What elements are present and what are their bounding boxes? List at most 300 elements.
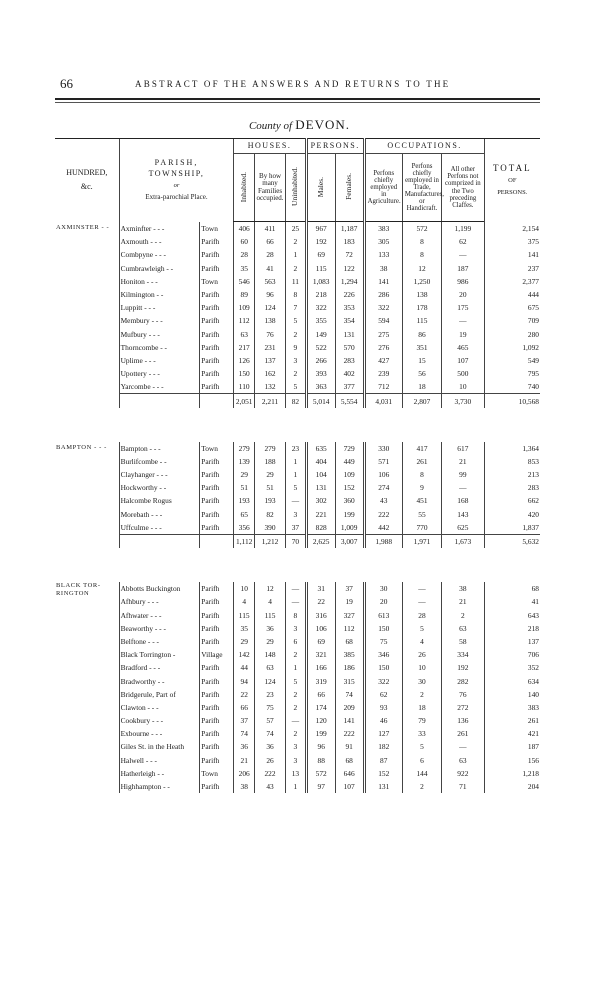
header-rule [55,98,540,100]
parish-name: Mufbury - - - [119,328,200,341]
total-value: 2,377 [484,275,540,288]
subtotal-total-value: 5,632 [484,534,540,548]
agriculture-value: 275 [364,328,402,341]
families-value: 74 [255,727,286,740]
inhabited-value: 115 [234,609,255,622]
other-value: 272 [442,701,484,714]
hundred-header-sub: &c. [80,182,93,192]
subtotal-row [55,394,540,408]
trade-value: 26 [402,648,441,661]
inhabited-value: 109 [234,301,255,314]
total-header-of: OF [508,177,517,185]
total-header-label: TOTAL [492,162,532,173]
males-value: 218 [306,288,335,301]
trade-value: 770 [402,521,441,535]
uninhabited-value: 2 [286,262,307,275]
parish-name: Cumbrawleigh - - [119,262,200,275]
total-value: 634 [484,674,540,687]
other-value: 617 [442,442,484,455]
females-value: 199 [335,508,364,521]
females-value: 107 [335,780,364,793]
parish-type: Parifh [200,481,234,494]
females-value: 646 [335,767,364,780]
table-row [55,674,540,687]
trade-value: 15 [402,354,441,367]
running-head: ABSTRACT OF THE ANSWERS AND RETURNS TO THE [135,79,451,89]
total-value: 1,218 [484,767,540,780]
other-value: — [442,248,484,261]
parish-name: Belftone - - - [119,635,200,648]
other-value: 136 [442,714,484,727]
other-value: 187 [442,262,484,275]
total-value: 375 [484,235,540,248]
agriculture-value: 93 [364,701,402,714]
table-row [55,714,540,727]
table-row [55,727,540,740]
table-row [55,609,540,622]
total-value: 444 [484,288,540,301]
inhabited-value: 217 [234,341,255,354]
page-number: 66 [60,76,73,91]
agriculture-value: 346 [364,648,402,661]
uninhabited-value: 7 [286,301,307,314]
total-value: 709 [484,314,540,327]
females-value: 377 [335,380,364,394]
total-value: 549 [484,354,540,367]
families-value: 12 [255,582,286,595]
parish-name: Uplime - - - [119,354,200,367]
inhabited-value: 4 [234,595,255,608]
uninhabited-value: 25 [286,222,307,236]
uninhabited-value: — [286,595,307,608]
trade-value: — [402,595,441,608]
uninhabited-value: 11 [286,275,307,288]
parish-type: Parifh [200,780,234,793]
total-value: 853 [484,455,540,468]
table-row [55,248,540,261]
agriculture-header: Perfons chiefly employed in Agriculture. [364,154,402,222]
parish-name: Beaworthy - - - [119,622,200,635]
uninhabited-value: 5 [286,481,307,494]
agriculture-value: 442 [364,521,402,535]
table-row [55,354,540,367]
parish-type: Parifh [200,674,234,687]
parish-name: Thorncombe - - [119,341,200,354]
families-value: 66 [255,235,286,248]
trade-value: 79 [402,714,441,727]
table-row [55,341,540,354]
females-header-label: Females. [344,173,354,201]
table-row [55,222,540,236]
males-value: 319 [306,674,335,687]
parish-type: Parifh [200,468,234,481]
trade-value: 115 [402,314,441,327]
trade-value: 138 [402,288,441,301]
inhabited-value: 37 [234,714,255,727]
females-value: 74 [335,688,364,701]
parish-name: Axminfter - - - [119,222,200,236]
parish-type: Parifh [200,701,234,714]
families-value: 29 [255,635,286,648]
females-value: 37 [335,582,364,595]
males-value: 97 [306,780,335,793]
other-value: 261 [442,727,484,740]
other-value: 1,199 [442,222,484,236]
females-value: 68 [335,635,364,648]
table-row [55,288,540,301]
subtotal-row [55,534,540,548]
houses-header: HOUSES. [234,139,306,154]
inhabited-value: 150 [234,367,255,380]
parish-type: Parifh [200,622,234,635]
inhabited-value: 279 [234,442,255,455]
families-value: 390 [255,521,286,535]
families-header: By how many Families occupied. [255,154,286,222]
parish-header-1: PARISH, [154,157,199,167]
other-value: 21 [442,595,484,608]
occupations-header: OCCUPATIONS. [364,139,484,154]
subtotal-males-value: 2,625 [306,534,335,548]
inhabited-header [234,154,255,222]
total-value: 68 [484,582,540,595]
trade-header: Perfons chiefly employed in Trade, Manufactures, or Handicraft. [402,154,441,222]
subtotal-inhabited-value: 2,051 [234,394,255,408]
agriculture-value: 383 [364,222,402,236]
parish-type: Parifh [200,754,234,767]
males-header [306,154,335,222]
inhabited-value: 38 [234,780,255,793]
trade-value: 2 [402,780,441,793]
persons-header: PERSONS. [306,139,364,154]
table-row [55,740,540,753]
table-row [55,521,540,535]
table-row [55,661,540,674]
parish-name: Combpyne - - - [119,248,200,261]
females-value: 209 [335,701,364,714]
uninhabited-value: 3 [286,354,307,367]
inhabited-value: 35 [234,622,255,635]
uninhabited-value: 1 [286,468,307,481]
other-value: 10 [442,380,484,394]
parish-name: Hockworthy - - [119,481,200,494]
table-row [55,767,540,780]
subtotal-blank [200,534,234,548]
inhabited-value: 51 [234,481,255,494]
uninhabited-value: 1 [286,455,307,468]
hundred-header [55,139,119,222]
families-value: 137 [255,354,286,367]
uninhabited-header [286,154,307,222]
inhabited-value: 546 [234,275,255,288]
table-row [55,494,540,507]
inhabited-value: 36 [234,740,255,753]
census-table [55,138,540,793]
males-value: 31 [306,582,335,595]
families-value: 57 [255,714,286,727]
agriculture-value: 427 [364,354,402,367]
parish-type: Village [200,648,234,661]
parish-type: Parifh [200,314,234,327]
males-value: 355 [306,314,335,327]
females-value: 1,294 [335,275,364,288]
uninhabited-value: 2 [286,727,307,740]
agriculture-value: 87 [364,754,402,767]
table-row [55,442,540,455]
table-row [55,595,540,608]
table-row [55,622,540,635]
males-value: 192 [306,235,335,248]
females-value: 353 [335,301,364,314]
parish-name: Morebath - - - [119,508,200,521]
uninhabited-value: 3 [286,754,307,767]
parish-name: Bradworthy - - [119,674,200,687]
parish-name: Abbotts Buckington [119,582,200,595]
uninhabited-value: 2 [286,235,307,248]
total-value: 204 [484,780,540,793]
parish-name: Afhwater - - - [119,609,200,622]
table-row [55,648,540,661]
agriculture-value: 20 [364,595,402,608]
uninhabited-value: 1 [286,661,307,674]
males-value: 115 [306,262,335,275]
families-value: 43 [255,780,286,793]
uninhabited-value: 1 [286,248,307,261]
females-value: 109 [335,468,364,481]
hundred-name: BLACK TOR- RINGTON [56,582,101,598]
families-value: 193 [255,494,286,507]
parish-name: Bampton - - - [119,442,200,455]
section-spacer [55,408,540,442]
total-value: 1,837 [484,521,540,535]
table-row [55,468,540,481]
table-row [55,508,540,521]
header-rule-thin [55,102,540,103]
males-value: 88 [306,754,335,767]
parish-name: Clawton - - - [119,701,200,714]
parish-type: Parifh [200,301,234,314]
other-value: 168 [442,494,484,507]
parish-name: Clayhanger - - - [119,468,200,481]
total-value: 421 [484,727,540,740]
agriculture-value: 712 [364,380,402,394]
other-value: 500 [442,367,484,380]
uninhabited-value: 5 [286,380,307,394]
males-value: 22 [306,595,335,608]
spacer-cell [55,408,540,442]
parish-type: Parifh [200,248,234,261]
parish-name: Upottery - - - [119,367,200,380]
subtotal-females-value: 5,554 [335,394,364,408]
other-value: 143 [442,508,484,521]
parish-type: Parifh [200,595,234,608]
males-value: 404 [306,455,335,468]
agriculture-value: 222 [364,508,402,521]
parish-name: Axmouth - - - [119,235,200,248]
females-value: 449 [335,455,364,468]
families-value: 36 [255,740,286,753]
agriculture-value: 274 [364,481,402,494]
parish-header [119,139,234,222]
trade-value: 8 [402,248,441,261]
inhabited-value: 110 [234,380,255,394]
other-value: 76 [442,688,484,701]
total-value: 283 [484,481,540,494]
males-value: 266 [306,354,335,367]
other-value: 71 [442,780,484,793]
families-value: 36 [255,622,286,635]
parish-type: Town [200,222,234,236]
total-value: 675 [484,301,540,314]
parish-type: Parifh [200,635,234,648]
subtotal-females-value: 3,007 [335,534,364,548]
subtotal-blank [119,534,200,548]
parish-type: Parifh [200,582,234,595]
uninhabited-value: — [286,714,307,727]
other-value: 922 [442,767,484,780]
trade-value: 18 [402,701,441,714]
uninhabited-value: 8 [286,609,307,622]
total-value: 156 [484,754,540,767]
other-value: — [442,481,484,494]
inhabited-value: 29 [234,468,255,481]
agriculture-value: 239 [364,367,402,380]
total-value: 383 [484,701,540,714]
males-value: 363 [306,380,335,394]
females-value: 385 [335,648,364,661]
parish-name: Giles St. in the Heath [119,740,200,753]
families-value: 279 [255,442,286,455]
agriculture-value: 613 [364,609,402,622]
inhabited-value: 35 [234,262,255,275]
families-value: 231 [255,341,286,354]
parish-type: Parifh [200,609,234,622]
females-value: 570 [335,341,364,354]
uninhabited-value: 23 [286,442,307,455]
total-header [484,139,540,222]
other-value: 986 [442,275,484,288]
inhabited-value: 206 [234,767,255,780]
agriculture-value: 276 [364,341,402,354]
total-value: 261 [484,714,540,727]
families-value: 23 [255,688,286,701]
subtotal-total-value: 10,568 [484,394,540,408]
total-value: 1,364 [484,442,540,455]
other-value: 625 [442,521,484,535]
inhabited-value: 193 [234,494,255,507]
males-value: 393 [306,367,335,380]
males-value: 66 [306,688,335,701]
females-value: 19 [335,595,364,608]
total-value: 137 [484,635,540,648]
families-value: 76 [255,328,286,341]
subtotal-trade-value: 1,971 [402,534,441,548]
parish-type: Parifh [200,380,234,394]
inhabited-value: 63 [234,328,255,341]
inhabited-value: 66 [234,701,255,714]
hundred-name: BAMPTON - - - [56,443,107,451]
trade-value: 5 [402,622,441,635]
total-value: 420 [484,508,540,521]
males-value: 316 [306,609,335,622]
parish-name: Black Torrington - [119,648,200,661]
parish-name: Bridgerule, Part of [119,688,200,701]
uninhabited-value: 6 [286,635,307,648]
females-value: 1,187 [335,222,364,236]
trade-value: 55 [402,508,441,521]
subtotal-families-value: 1,212 [255,534,286,548]
subtotal-blank [119,394,200,408]
other-value: 20 [442,288,484,301]
table-row [55,301,540,314]
agriculture-value: 571 [364,455,402,468]
other-value: 175 [442,301,484,314]
males-value: 96 [306,740,335,753]
trade-value: 261 [402,455,441,468]
table-row [55,380,540,394]
other-value: 21 [442,455,484,468]
subtotal-blank [200,394,234,408]
uninhabited-value: 2 [286,648,307,661]
females-value: 141 [335,714,364,727]
parish-name: Halwell - - - [119,754,200,767]
table-header-row [55,139,540,154]
trade-value: 30 [402,674,441,687]
parish-name: Halcombe Rogus [119,494,200,507]
inhabited-value: 28 [234,248,255,261]
table-row [55,367,540,380]
uninhabited-value: 3 [286,740,307,753]
uninhabited-value: 3 [286,622,307,635]
other-value: — [442,740,484,753]
trade-value: 6 [402,754,441,767]
parish-type: Town [200,767,234,780]
families-value: 563 [255,275,286,288]
families-value: 162 [255,367,286,380]
parish-name: Burlifcombe - - [119,455,200,468]
trade-value: 18 [402,380,441,394]
parish-header-3: or [173,181,180,189]
parish-type: Parifh [200,521,234,535]
females-value: 729 [335,442,364,455]
inhabited-value: 22 [234,688,255,701]
agriculture-value: 141 [364,275,402,288]
other-header: All other Perfons not comprized in the Two preceding Claffes. [442,154,484,222]
females-value: 360 [335,494,364,507]
families-value: 63 [255,661,286,674]
other-value: 58 [442,635,484,648]
subtotal-uninhabited-value: 70 [286,534,307,548]
parish-type: Parifh [200,328,234,341]
agriculture-value: 150 [364,622,402,635]
uninhabited-value: — [286,582,307,595]
parish-type: Town [200,275,234,288]
uninhabited-value: 2 [286,688,307,701]
parish-name: Cookbury - - - [119,714,200,727]
other-value: 282 [442,674,484,687]
females-value: 152 [335,481,364,494]
uninhabited-value: — [286,494,307,507]
parish-type: Parifh [200,714,234,727]
table-row [55,582,540,595]
trade-value: 28 [402,609,441,622]
table-row [55,275,540,288]
trade-value: 8 [402,468,441,481]
uninhabited-value: 2 [286,701,307,714]
other-value: 107 [442,354,484,367]
females-value: 354 [335,314,364,327]
trade-value: 178 [402,301,441,314]
males-value: 104 [306,468,335,481]
